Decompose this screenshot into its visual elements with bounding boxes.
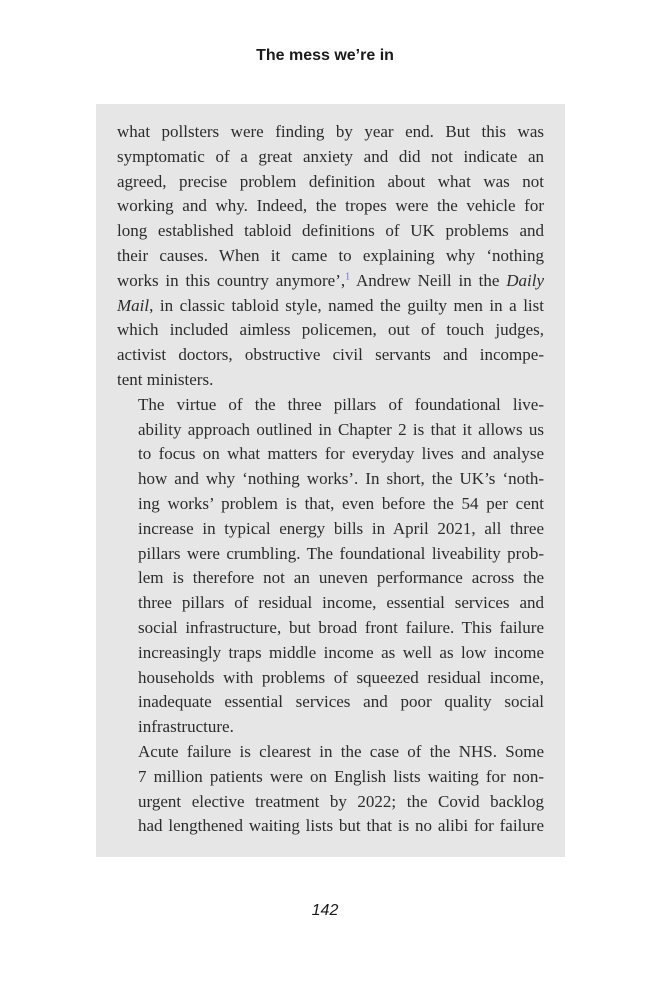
page-number: 142 [311, 902, 339, 919]
text-line: inadequate essential services and poor quality social [138, 692, 544, 712]
text-line: agreed, precise problem definition about what was not [117, 171, 544, 191]
text-line: their causes. When it came to explaining why ‘nothing [117, 245, 544, 265]
text-line: The virtue of the three pillars of foundational live- [138, 394, 544, 414]
text-line: three pillars of residual income, essential services and [138, 593, 544, 613]
text-line: symptomatic of a great anxiety and did not indicate an [117, 146, 544, 166]
running-head: The mess we’re in [256, 47, 394, 64]
text-line: how and why ‘nothing works’. In short, the UK’s ‘noth- [138, 469, 544, 489]
text-span: Andrew Neill in the [350, 270, 507, 290]
footnote-reference[interactable]: 1 [345, 271, 351, 283]
text-line: activist doctors, obstructive civil servants and incompe- [117, 345, 544, 365]
text-line: urgent elective treatment by 2022; the Covid backlog [138, 791, 544, 811]
shaded-text-box [96, 104, 565, 857]
text-line: households with problems of squeezed residual income, [138, 667, 544, 687]
text-line: pillars were crumbling. The foundational liveability prob- [138, 543, 544, 563]
text-line: increasingly traps middle income as well as low income [138, 642, 544, 662]
paragraph-1 [117, 120, 544, 393]
text-line: had lengthened waiting lists but that is no alibi for failure [138, 816, 544, 836]
text-line: 7 million patients were on English lists waiting for non- [138, 766, 544, 786]
text-line: lem is therefore not an uneven performance across the [138, 568, 544, 588]
text-line: working and why. Indeed, the tropes were the vehicle for [117, 196, 544, 216]
text-line: increase in typical energy bills in April 2021, all three [138, 518, 544, 538]
text-line: ing works’ problem is that, even before the 54 per cent [138, 493, 544, 513]
text-span: , in classic tabloid style, named the guilty men in a list [149, 295, 544, 315]
text-line: Acute failure is clearest in the case of the NHS. Some [138, 741, 544, 761]
paragraph-2 [117, 393, 544, 740]
text-line [117, 269, 544, 294]
text-line: ability approach outlined in Chapter 2 is that it allows us [138, 419, 544, 439]
text-line: to focus on what matters for everyday lives and analyse [138, 444, 544, 464]
text-line: long established tabloid definitions of UK problems and [117, 221, 544, 241]
text-line: what pollsters were finding by year end. But this was [117, 122, 544, 141]
italic-title: Mail [117, 295, 150, 315]
text-line: infrastructure. [138, 717, 234, 737]
text-line: social infrastructure, but broad front failure. This failure [138, 617, 544, 637]
paragraph-3 [117, 740, 544, 839]
text-line: which included aimless policemen, out of touch judges, [117, 320, 544, 340]
text-span: works in this country anymore’, [117, 270, 346, 290]
text-line: tent ministers. [117, 369, 214, 389]
text-line [117, 294, 544, 319]
italic-title: Daily [506, 270, 545, 290]
